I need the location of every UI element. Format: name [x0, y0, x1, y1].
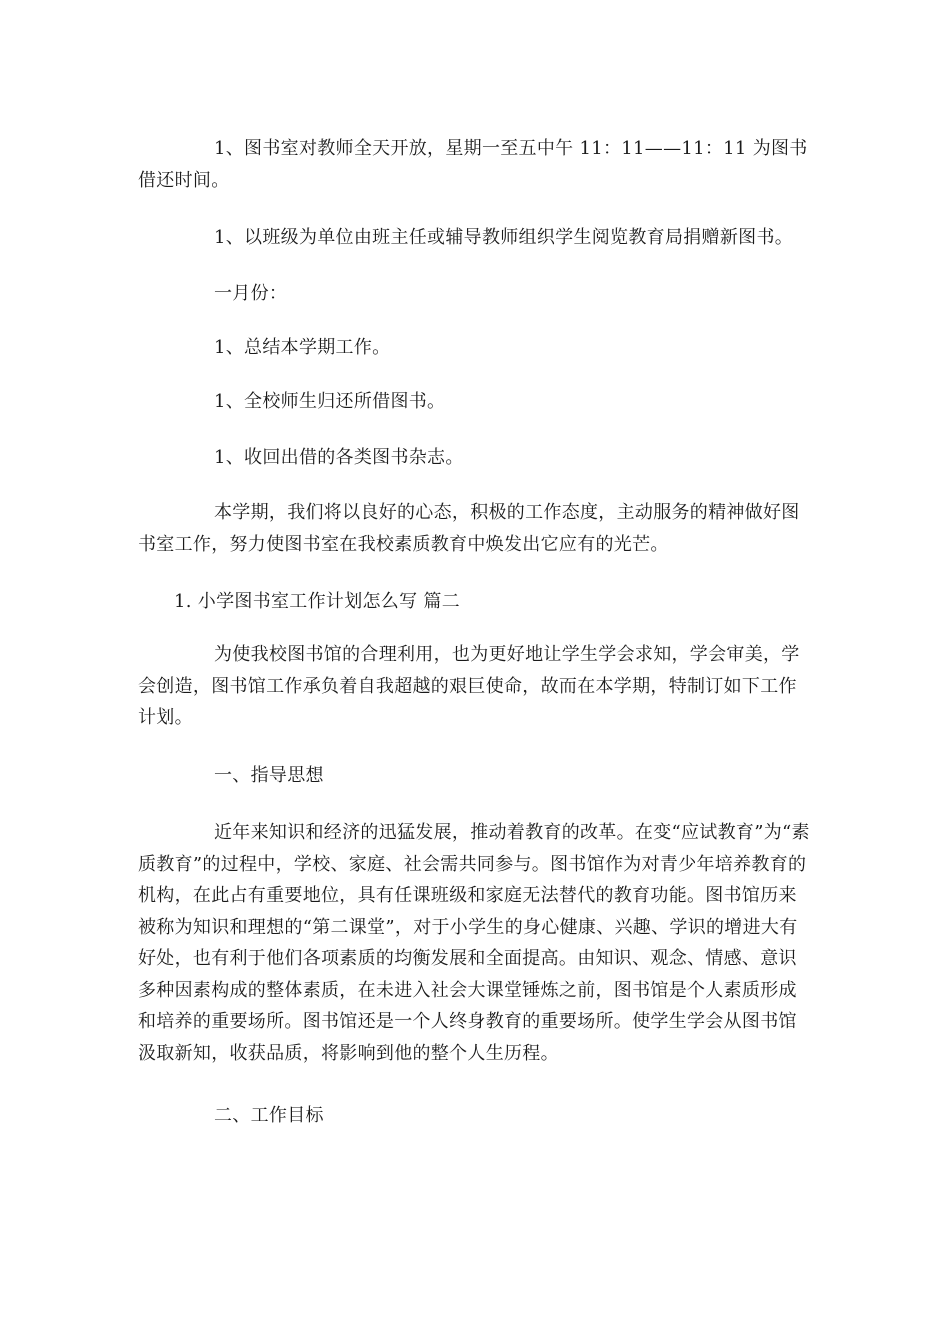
paragraph-intro: 为使我校图书馆的合理利用，也为更好地让学生学会求知，学会审美，学会创造，图书馆工作承负着自我超越的艰巨使命，故而在本学期，特制订如下工作计划。	[138, 644, 800, 728]
paragraph-4: 1、总结本学期工作。	[214, 337, 391, 358]
heading-work-goals: 二、工作目标	[214, 1105, 324, 1126]
paragraph-6: 1、收回出借的各类图书杂志。	[214, 447, 464, 468]
paragraph-3: 一月份：	[214, 283, 288, 304]
paragraph-1: 1、图书室对教师全天开放，星期一至五中午 11：11——11：11 为图书借还时间。	[138, 138, 808, 191]
paragraph-7: 本学期，我们将以良好的心态，积极的工作态度，主动服务的精神做好图书室工作，努力使图书室在我校素质教育中焕发出它应有的光芒。	[138, 502, 800, 555]
section-title: 1. 小学图书室工作计划怎么写 篇二	[174, 591, 461, 612]
heading-guiding-thought: 一、指导思想	[214, 765, 324, 786]
paragraph-2: 1、以班级为单位由班主任或辅导教师组织学生阅览教育局捐赠新图书。	[214, 227, 794, 248]
paragraph-guiding-thought: 近年来知识和经济的迅猛发展，推动着教育的改革。在变“应试教育”为“素质教育”的过程中，学校、家庭、社会需共同参与。图书馆作为对青少年培养教育的机构，在此占有重要地位，具有任课班级和家庭无法替代的教育功能。图书馆历来被称为知识和理想的“第二课堂”，对于小学生的身心健康、兴趣、学识的增进大有好处，也有利于他们各项素质的均衡发展和全面提高。由知识、观念、情感、意识多种因素构成的整体素质，在未进入社会大课堂锤炼之前，图书馆是个人素质形成和培养的重要场所。图书馆还是一个人终身教育的重要场所。使学生学会从图书馆汲取新知，收获品质，将影响到他的整个人生历程。	[138, 822, 810, 1064]
paragraph-5: 1、全校师生归还所借图书。	[214, 391, 446, 412]
